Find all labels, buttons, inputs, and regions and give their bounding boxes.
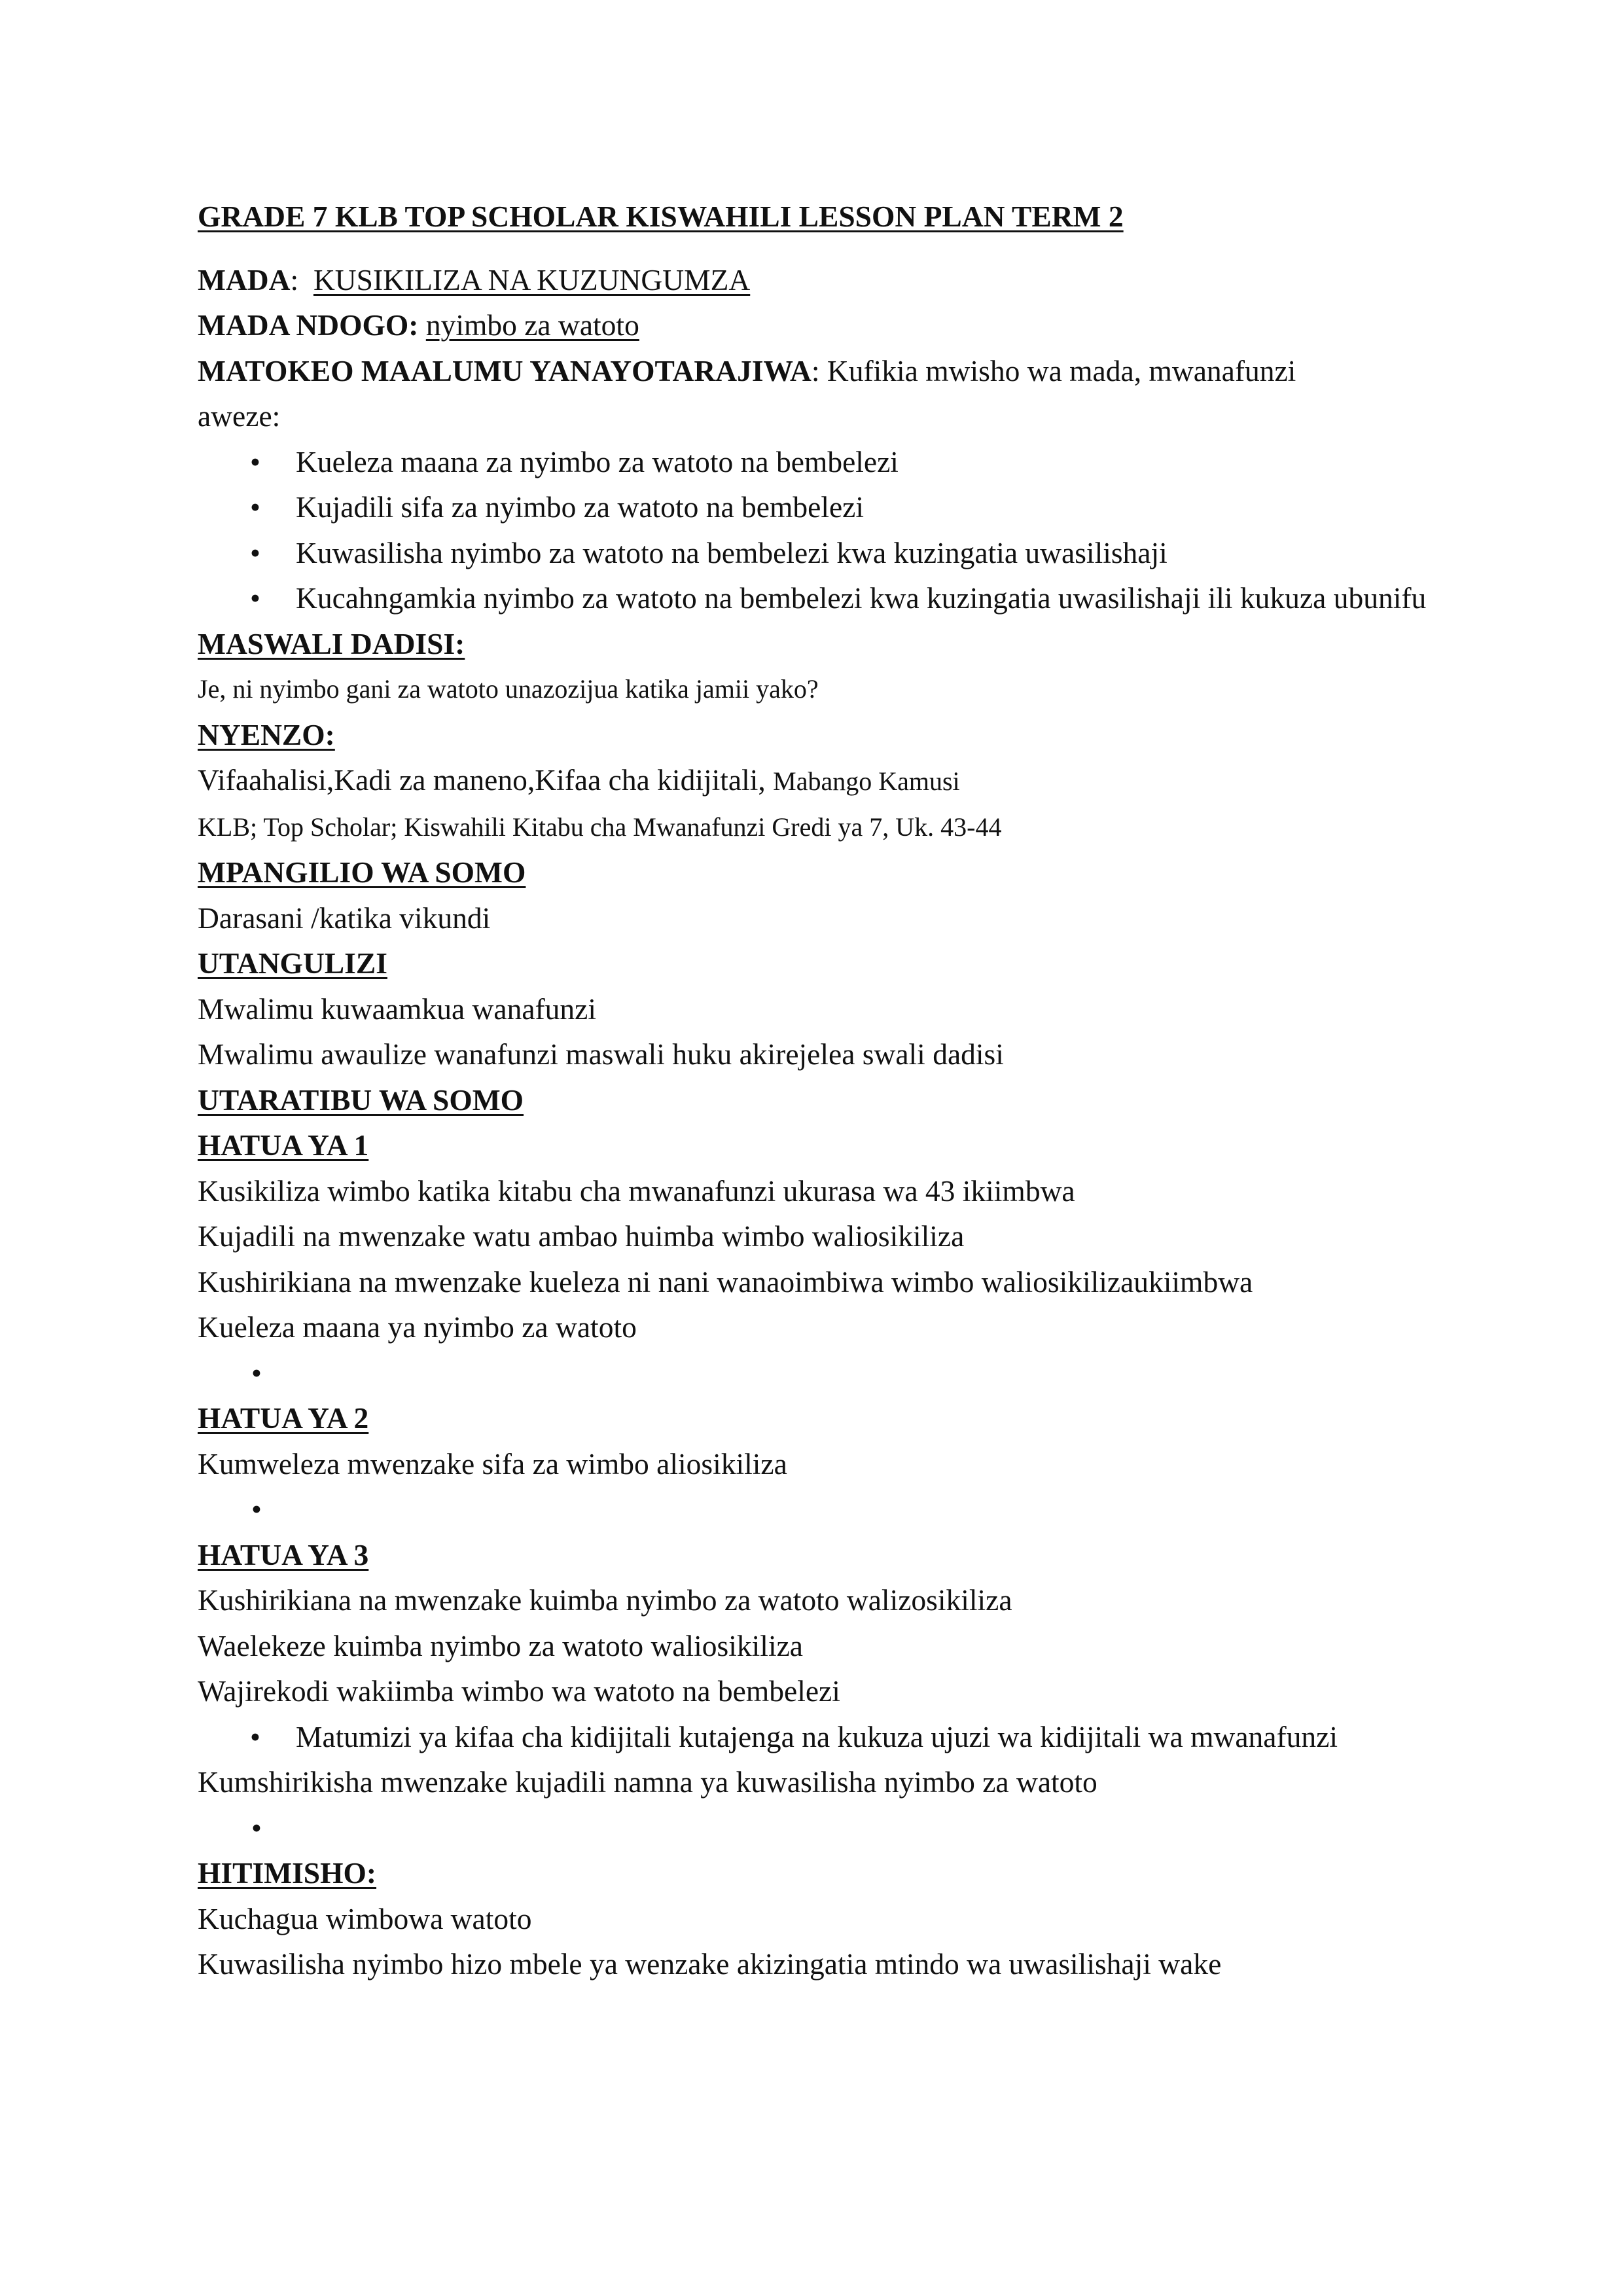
bullet-icon: • bbox=[251, 1492, 262, 1526]
nyenzo-line2: KLB; Top Scholar; Kiswahili Kitabu cha Mwanafunzi Gredi ya 7, Uk. 43-44 bbox=[198, 812, 1002, 842]
list-item: • Kuwasilisha nyimbo za watoto na bembelezi kwa kuzingatia uwasilishaji bbox=[198, 530, 1454, 576]
hatua3-line: Kushirikiana na mwenzake kuimba nyimbo za watoto walizosikiliza bbox=[198, 1583, 1012, 1617]
hitimisho-line: Kuchagua wimbowa watoto bbox=[198, 1901, 532, 1935]
utangulizi-heading: UTANGULIZI bbox=[198, 946, 387, 980]
bullet-icon: • bbox=[250, 1719, 260, 1753]
document-title: GRADE 7 KLB TOP SCHOLAR KISWAHILI LESSON PLAN TERM 2 bbox=[198, 200, 1124, 233]
mada-ndogo-value: nyimbo za watoto bbox=[425, 308, 639, 342]
mpangilio-text: Darasani /katika vikundi bbox=[198, 901, 491, 935]
nyenzo-line1: Vifaahalisi,Kadi za maneno,Kifaa cha kidijitali, Mabango Kamusi bbox=[198, 763, 960, 797]
bullet-icon: • bbox=[251, 1355, 262, 1390]
matokeo-text2: aweze: bbox=[198, 399, 281, 433]
utangulizi-line: Mwalimu awaulize wanafunzi maswali huku akirejelea swali dadisi bbox=[198, 1037, 1004, 1071]
mada-value: KUSIKILIZA NA KUZUNGUMZA bbox=[313, 262, 751, 296]
mada-line bbox=[198, 257, 1454, 303]
empty-bullet bbox=[198, 1805, 1454, 1851]
hatua3-line: Wajirekodi wakiimba wimbo wa watoto na bembelezi bbox=[198, 1674, 840, 1708]
empty-bullet bbox=[198, 1486, 1454, 1532]
hatua1-line: Kusikiliza wimbo katika kitabu cha mwanafunzi ukurasa wa 43 ikiimbwa bbox=[198, 1174, 1075, 1208]
mada-ndogo-line bbox=[198, 302, 1454, 348]
hitimisho-line: Kuwasilisha nyimbo hizo mbele ya wenzake akizingatia mtindo wa uwasilishaji wake bbox=[198, 1947, 1222, 1981]
matokeo-line bbox=[198, 348, 1454, 394]
hatua1-line: Kujadili na mwenzake watu ambao huimba wimbo waliosikiliza bbox=[198, 1219, 965, 1253]
nyenzo-heading: NYENZO: bbox=[198, 717, 335, 751]
empty-bullet bbox=[198, 1350, 1454, 1396]
list-item: • Kujadili sifa za nyimbo za watoto na bembelezi bbox=[198, 484, 1454, 530]
hatua1-line: Kushirikiana na mwenzake kueleza ni nani wanaoimbiwa wimbo waliosikilizaukiimbwa bbox=[198, 1265, 1253, 1299]
bullet-icon: • bbox=[250, 581, 260, 615]
hatua3-heading: HATUA YA 3 bbox=[198, 1537, 369, 1571]
bullet-icon: • bbox=[250, 535, 260, 569]
bullet-icon: • bbox=[250, 444, 260, 478]
matokeo-text: : Kufikia mwisho wa mada, mwanafunzi bbox=[811, 353, 1296, 387]
list-item: • Kueleza maana za nyimbo za watoto na bembelezi bbox=[198, 439, 1454, 485]
mada-sep: : bbox=[290, 262, 299, 296]
list-item: • Matumizi ya kifaa cha kidijitali kutajenga na kukuza ujuzi wa kidijitali wa mwanafunzi bbox=[198, 1714, 1376, 1760]
lesson-plan-page bbox=[198, 194, 1454, 1987]
mada-label: MADA bbox=[198, 262, 291, 296]
hatua2-line: Kumweleza mwenzake sifa za wimbo aliosikiliza bbox=[198, 1446, 787, 1480]
bullet-icon: • bbox=[250, 490, 260, 524]
matokeo-list bbox=[198, 439, 1454, 621]
utaratibu-heading: UTARATIBU WA SOMO bbox=[198, 1083, 524, 1117]
mpangilio-heading: MPANGILIO WA SOMO bbox=[198, 855, 526, 889]
hatua1-heading: HATUA YA 1 bbox=[198, 1128, 369, 1162]
hatua3-after: Kumshirikisha mwenzake kujadili namna ya kuwasilisha nyimbo za watoto bbox=[198, 1765, 1097, 1799]
hatua3-line: Waelekeze kuimba nyimbo za watoto waliosikiliza bbox=[198, 1628, 803, 1662]
bullet-icon: • bbox=[251, 1810, 262, 1844]
hatua1-line: Kueleza maana ya nyimbo za watoto bbox=[198, 1310, 637, 1344]
mada-ndogo-label: MADA NDOGO: bbox=[198, 308, 419, 342]
list-item: • Kucahngamkia nyimbo za watoto na bembelezi kwa kuzingatia uwasilishaji ili kukuza ubunifu bbox=[198, 575, 1454, 621]
maswali-heading: MASWALI DADISI: bbox=[198, 626, 465, 660]
hatua2-heading: HATUA YA 2 bbox=[198, 1401, 369, 1435]
utangulizi-line: Mwalimu kuwaamkua wanafunzi bbox=[198, 992, 597, 1026]
matokeo-label: MATOKEO MAALUMU YANAYOTARAJIWA bbox=[198, 353, 812, 387]
maswali-text: Je, ni nyimbo gani za watoto unazozijua katika jamii yako? bbox=[198, 674, 819, 704]
hitimisho-heading: HITIMISHO: bbox=[198, 1856, 377, 1890]
